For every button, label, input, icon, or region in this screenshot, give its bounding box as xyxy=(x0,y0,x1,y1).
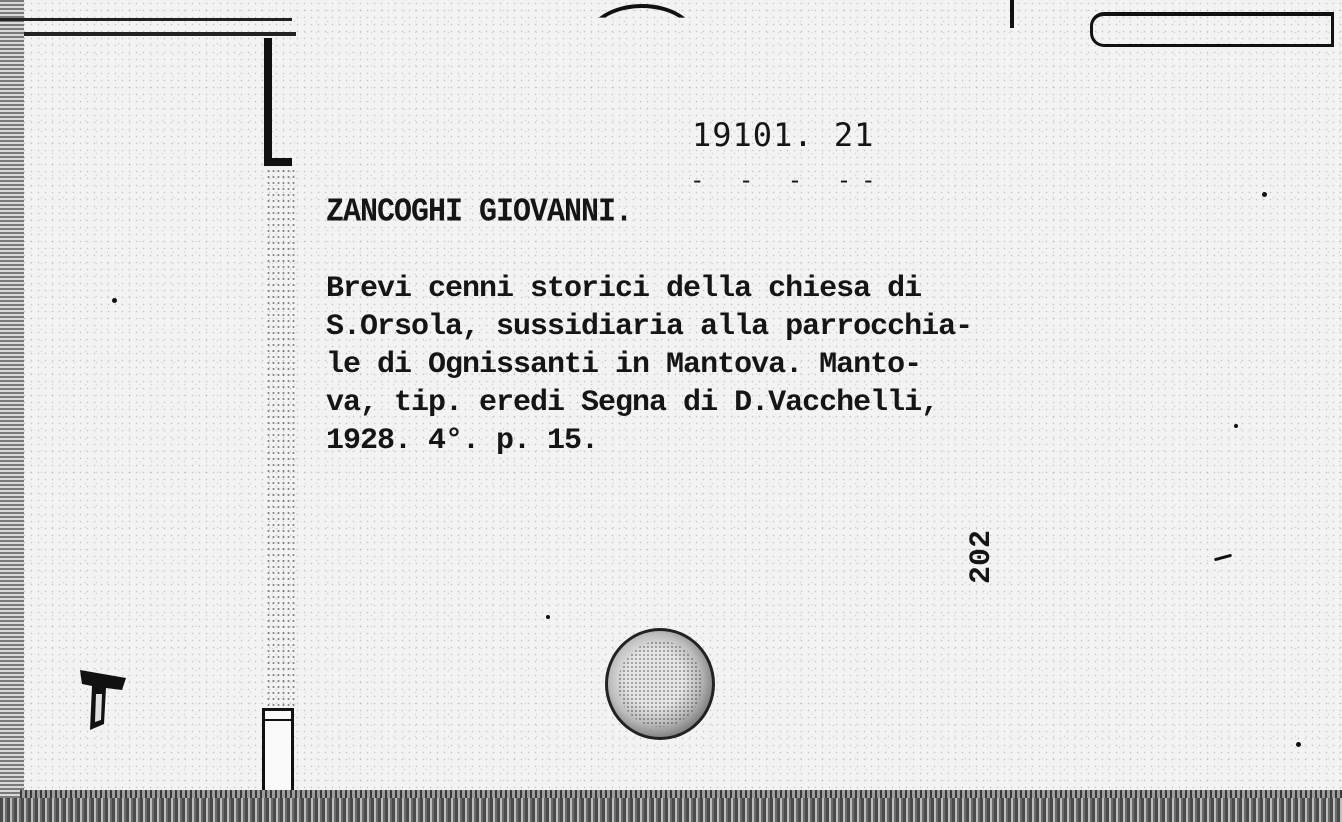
card-body-line: le di Ognissanti in Mantova. Manto- xyxy=(326,348,922,382)
back-card-top xyxy=(296,0,1014,28)
right-card-tab xyxy=(1090,12,1334,47)
card-body-line: 1928. 4°. p. 15. xyxy=(326,424,599,458)
dust-speck xyxy=(112,298,117,303)
dust-speck xyxy=(1234,424,1238,428)
card-call-number: 19101. 21 xyxy=(692,116,875,154)
card-body xyxy=(326,270,1016,460)
dust-speck xyxy=(1262,192,1267,197)
back-card-rail xyxy=(24,32,296,36)
bottom-edge-line xyxy=(20,790,1342,798)
card-side-number: 202 xyxy=(965,529,1000,585)
spine-texture xyxy=(266,168,296,708)
card-body-line: Brevi cenni storici della chiesa di xyxy=(326,272,922,306)
spine-bar xyxy=(264,38,272,158)
card-body-line: S.Orsola, sussidiaria alla parrocchia- xyxy=(326,310,973,344)
back-card-top-edge xyxy=(0,0,292,21)
spine-crossbar xyxy=(264,158,292,166)
dust-speck xyxy=(1296,742,1301,747)
dust-speck xyxy=(546,615,550,619)
bottom-edge-strip xyxy=(0,798,1342,822)
card-number-dashes: - - - -- xyxy=(690,166,886,194)
left-edge-strip xyxy=(0,0,24,822)
stamp-mark-icon xyxy=(76,664,132,734)
punch-hole-icon xyxy=(605,628,715,740)
card-body-line: va, tip. eredi Segna di D.Vacchelli, xyxy=(326,386,939,420)
card-author: ZANCOGHI GIOVANNI. xyxy=(326,194,633,232)
card-spine xyxy=(258,38,296,798)
